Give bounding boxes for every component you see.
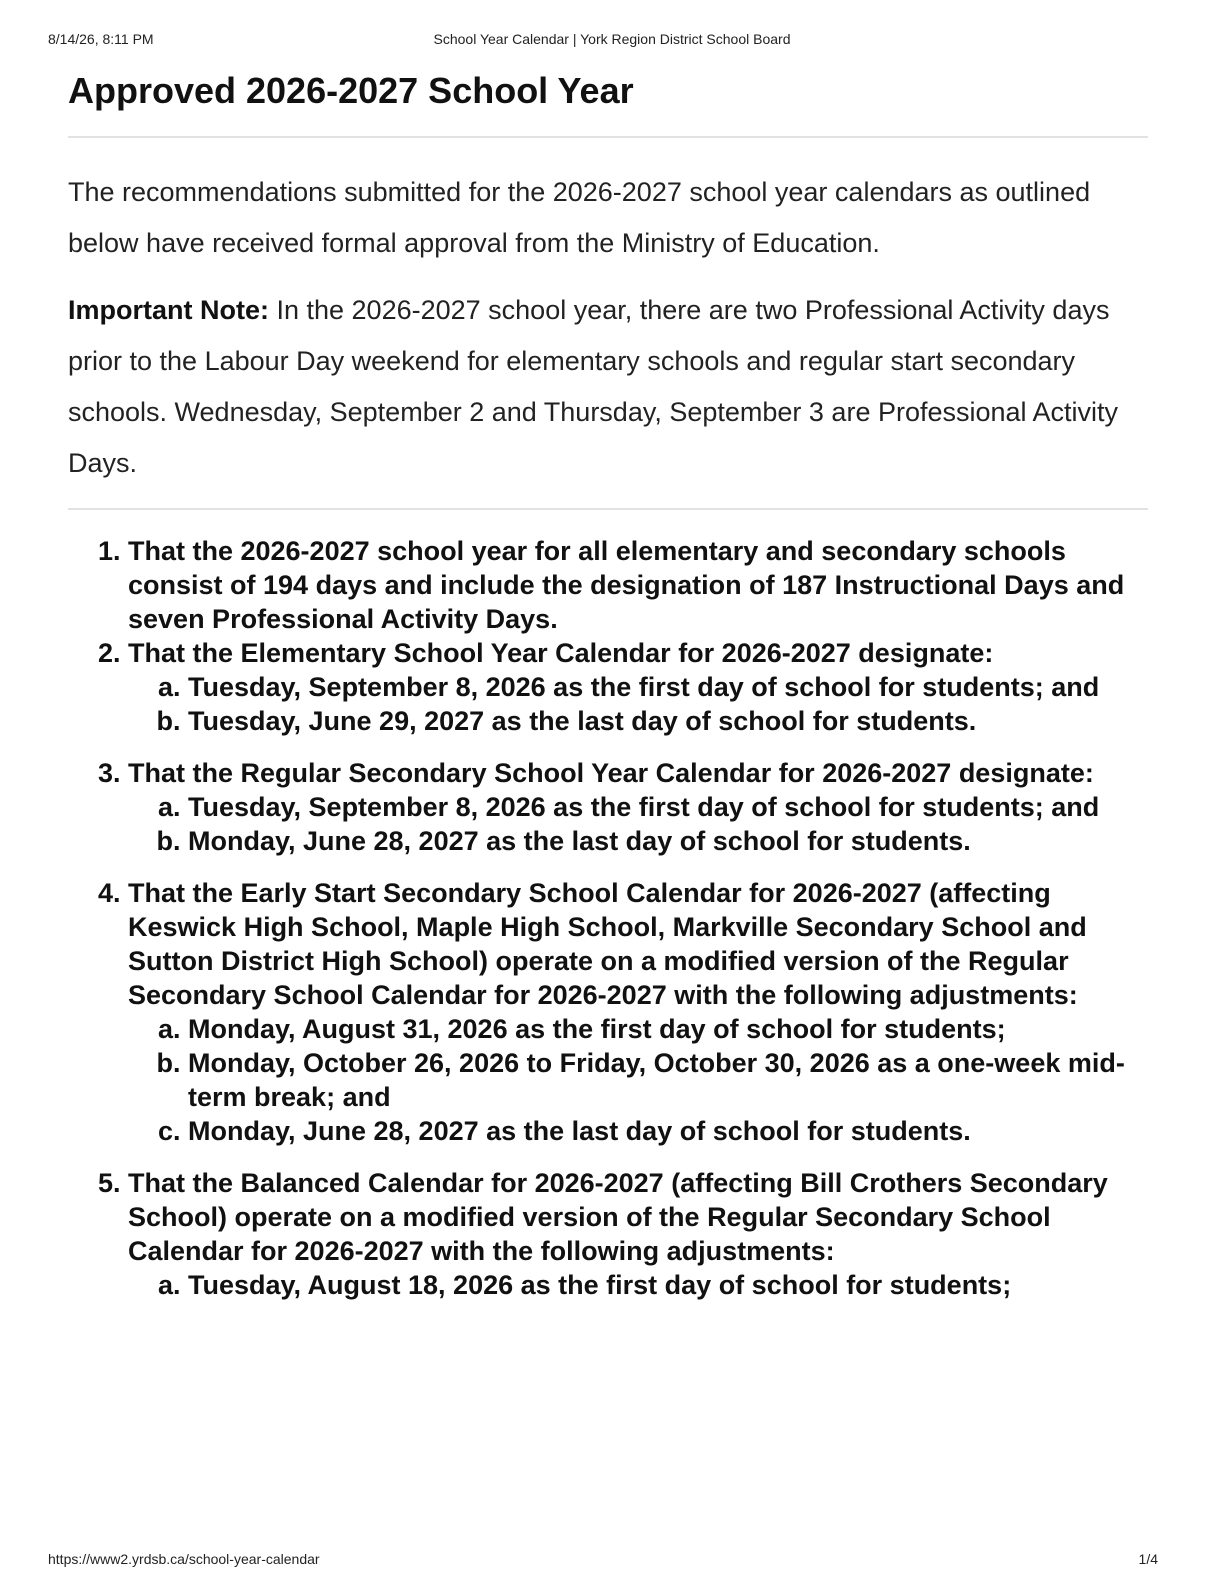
sub-item: b. Monday, June 28, 2027 as the last day of school for students. (188, 824, 1148, 858)
recommendation-text: That the Elementary School Year Calendar for 2026-2027 designate: (128, 638, 994, 668)
important-note-label: Important Note: (68, 295, 269, 325)
recommendation-text: That the 2026-2027 school year for all elementary and secondary schools consist of 194 days and include the designation of 187 Instructional Days and seven Professional Activity Days. (128, 536, 1125, 634)
recommendation-item (128, 876, 1148, 1148)
recommendation-sublist (128, 1268, 1148, 1302)
recommendation-text: That the Early Start Secondary School Calendar for 2026-2027 (affecting Keswick High School, Maple High School, Markville Secondary School and Sutton District High School) operate on a modified version of the Regular Secondary School Calendar for 2026-2027 with the following adjustments: (128, 878, 1087, 1010)
important-note-text: In the 2026-2027 school year, there are two Professional Activity days prior to the Labour Day weekend for elementary schools and regular start secondary schools. Wednesday, September 2 and Thursday, September 3 are Professional Activity Days. (68, 295, 1119, 478)
print-header (48, 31, 1176, 51)
sub-item: a. Tuesday, September 8, 2026 as the first day of school for students; and (188, 790, 1148, 824)
print-page-title: School Year Calendar | York Region District School Board (433, 31, 791, 47)
page-number: 1/4 (1138, 1551, 1158, 1567)
print-footer (48, 1551, 1176, 1571)
intro-paragraph: The recommendations submitted for the 2026-2027 school year calendars as outlined below have received formal approval from the Ministry of Education. (68, 177, 1091, 258)
sub-item: a. Monday, August 31, 2026 as the first day of school for students; (188, 1012, 1148, 1046)
main-content (68, 68, 1148, 1302)
print-date: 8/14/26, 8:11 PM (48, 31, 154, 47)
recommendations-list (68, 534, 1148, 1302)
important-note (68, 285, 1148, 489)
sub-item: c. Monday, June 28, 2027 as the last day of school for students. (188, 1114, 1148, 1148)
recommendation-sublist (128, 1012, 1148, 1148)
recommendation-item (128, 1166, 1148, 1302)
sub-item: b. Monday, October 26, 2026 to Friday, October 30, 2026 as a one-week mid-term break; and (188, 1046, 1148, 1114)
divider (68, 136, 1148, 138)
divider (68, 508, 1148, 510)
page-heading: Approved 2026-2027 School Year (68, 70, 634, 111)
recommendation-text: That the Balanced Calendar for 2026-2027 (affecting Bill Crothers Secondary School) operate on a modified version of the Regular Secondary School Calendar for 2026-2027 with the following adjustments: (128, 1168, 1108, 1266)
recommendation-item (128, 534, 1148, 636)
sub-item: a. Tuesday, September 8, 2026 as the first day of school for students; and (188, 670, 1148, 704)
recommendation-sublist (128, 670, 1148, 738)
print-url: https://www2.yrdsb.ca/school-year-calendar (48, 1551, 320, 1567)
sub-item: b. Tuesday, June 29, 2027 as the last day of school for students. (188, 704, 1148, 738)
sub-item: a. Tuesday, August 18, 2026 as the first day of school for students; (188, 1268, 1148, 1302)
recommendation-item (128, 756, 1148, 858)
recommendation-text: That the Regular Secondary School Year Calendar for 2026-2027 designate: (128, 758, 1094, 788)
recommendation-item (128, 636, 1148, 738)
recommendation-sublist (128, 790, 1148, 858)
